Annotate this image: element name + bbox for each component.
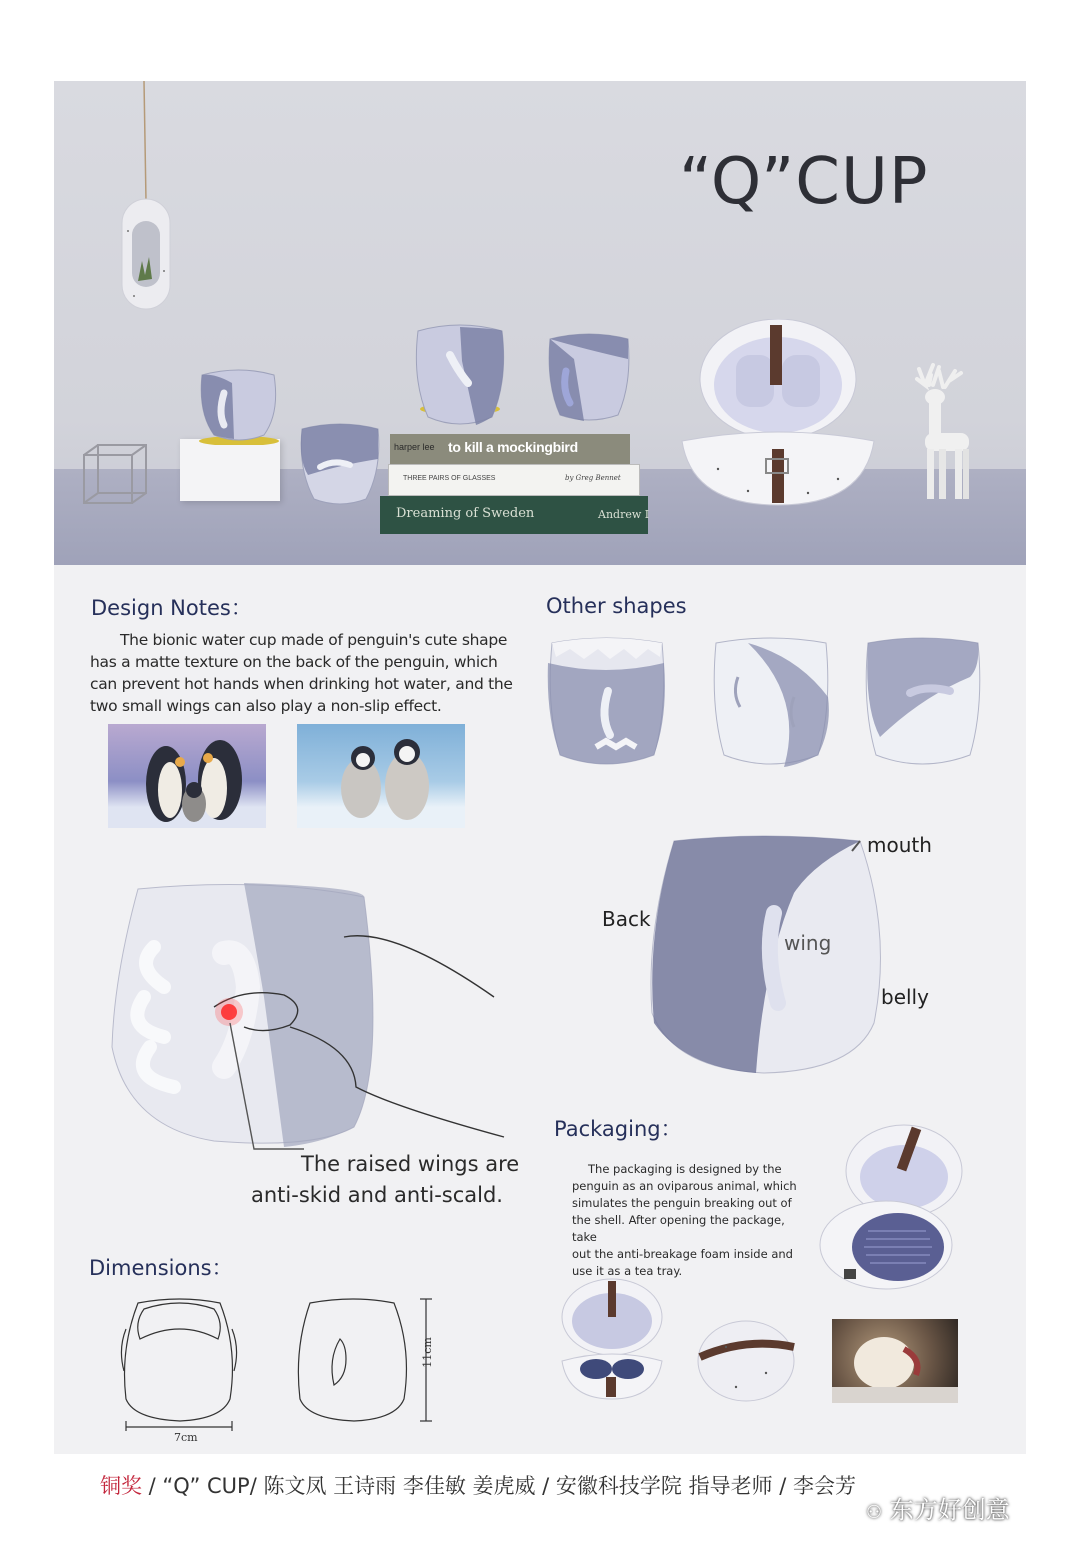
award-label: 铜奖 xyxy=(100,1474,142,1498)
design-notes-line-3: can prevent hot hands when drinking hot water, and the xyxy=(90,675,513,693)
book-2-title: THREE PAIRS OF GLASSES xyxy=(403,475,496,482)
label-belly: belly xyxy=(881,985,929,1009)
label-back: Back xyxy=(602,907,651,931)
penguin-photo-2 xyxy=(297,724,465,828)
pedestal-block xyxy=(180,439,280,501)
book-1-author: harper lee xyxy=(394,442,435,452)
hero-cup-4 xyxy=(544,329,634,425)
design-notes-line-1: The bionic water cup made of penguin's cute shape xyxy=(120,631,508,649)
hero-egg-package xyxy=(678,319,878,509)
width-dimension-label: 7cm xyxy=(174,1431,198,1444)
design-notes-title: Design Notes： xyxy=(91,596,252,620)
book-3-author: Andrew I xyxy=(598,508,650,521)
book-2-author: by Greg Bennet xyxy=(565,474,621,482)
watermark-text: 东方好创意 xyxy=(889,1496,1010,1524)
dimensions-title: Dimensions： xyxy=(89,1256,233,1280)
packaging-line-1: The packaging is designed by the xyxy=(588,1162,782,1176)
label-wing: wing xyxy=(784,931,832,955)
deer-figurine xyxy=(899,359,989,509)
book-1 xyxy=(390,434,630,464)
penguin-photo-1 xyxy=(108,724,266,828)
label-mouth: mouth xyxy=(867,833,932,857)
wechat-icon: ⚇ xyxy=(866,1502,883,1523)
poster-board xyxy=(54,81,1026,1454)
shape-cup-2 xyxy=(714,638,829,767)
packaging-line-4: the shell. After opening the package, take xyxy=(572,1213,785,1244)
hero-render xyxy=(54,81,1026,565)
packaging-line-6: use it as a tea tray. xyxy=(572,1264,683,1278)
height-dimension-label: 11cm xyxy=(420,1337,434,1368)
wing-callout xyxy=(251,1149,519,1211)
book-2 xyxy=(388,464,640,496)
packaging-title: Packaging： xyxy=(554,1117,682,1141)
packaging-line-2: penguin as an oviparous animal, which xyxy=(572,1179,797,1193)
book-1-title: to kill a mockingbird xyxy=(448,439,578,455)
anatomy-cup-illustration xyxy=(644,833,894,1079)
packaging-text xyxy=(572,1161,812,1280)
design-notes-text xyxy=(90,629,520,717)
hatching-egg-photo xyxy=(832,1319,958,1403)
wing-callout-line-1: The raised wings are xyxy=(301,1152,520,1176)
book-3-title: Dreaming of Sweden xyxy=(396,506,535,521)
packaging-closed-eggs xyxy=(556,1277,806,1407)
book-3 xyxy=(380,496,648,534)
other-shapes-cups xyxy=(544,637,994,777)
design-notes-line-4: two small wings can also play a non-slip effect. xyxy=(90,697,442,715)
hanging-planter xyxy=(114,81,204,341)
cup-with-hand-illustration xyxy=(94,877,554,1157)
design-notes-line-2: has a matte texture on the back of the penguin, which xyxy=(90,653,498,671)
wire-cube xyxy=(80,441,160,511)
shape-cup-3 xyxy=(866,638,980,764)
watermark xyxy=(866,1490,1010,1525)
packaging-open-tray xyxy=(814,1121,994,1291)
wing-callout-line-2: anti-skid and anti-scald. xyxy=(251,1183,503,1207)
shape-cup-1 xyxy=(548,638,665,764)
credits-text: / “Q” CUP/ 陈文凤 王诗雨 李佳敏 姜虎威 / 安徽科技学院 指导老师 / 李会芳 xyxy=(142,1474,857,1498)
hero-cup-1 xyxy=(194,363,284,445)
product-title: “Q”CUP xyxy=(679,145,929,219)
dimension-drawings xyxy=(114,1289,444,1437)
hero-cup-3 xyxy=(410,321,510,437)
other-shapes-title: Other shapes xyxy=(546,594,687,618)
packaging-line-3: simulates the penguin breaking out of xyxy=(572,1196,792,1210)
hero-cup-2 xyxy=(294,419,386,511)
packaging-line-5: out the anti-breakage foam inside and xyxy=(572,1247,793,1261)
